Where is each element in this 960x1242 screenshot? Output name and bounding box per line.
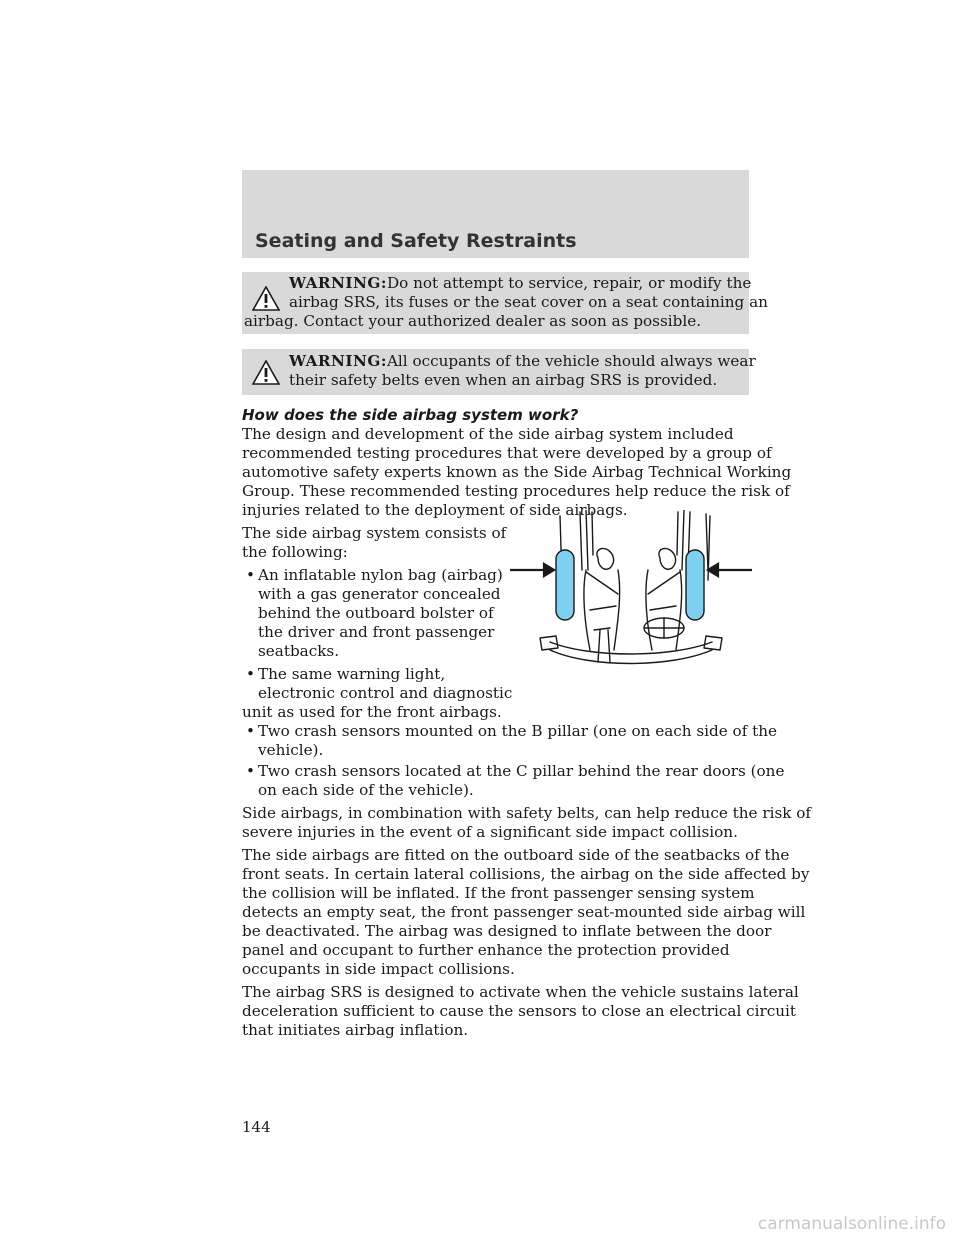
text-line: severe injuries in the event of a significant side impact collision. xyxy=(242,823,738,841)
warning-text-line: airbag. Contact your authorized dealer as soon as possible. xyxy=(244,312,702,330)
text-line: occupants in side impact collisions. xyxy=(242,960,515,978)
subheading: How does the side airbag system work? xyxy=(242,406,579,424)
text-line: Group. These recommended testing procedures help reduce the risk of xyxy=(242,482,790,500)
bullet-marker: • xyxy=(246,566,255,584)
list-item-line: unit as used for the front airbags. xyxy=(242,703,502,721)
text-line: The side airbag system consists of xyxy=(242,524,507,542)
text-line: the collision will be inflated. If the front passenger sensing system xyxy=(242,884,755,902)
side-airbag-illustration xyxy=(510,510,752,672)
section-title: Seating and Safety Restraints xyxy=(255,230,577,252)
warning-triangle-icon xyxy=(252,360,280,385)
warning-text-line: their safety belts even when an airbag SRS is provided. xyxy=(289,371,718,389)
list-item-line: Two crash sensors mounted on the B pillar (one on each side of the xyxy=(258,722,778,740)
warning-label: WARNING: xyxy=(289,274,387,292)
text-line: be deactivated. The airbag was designed to inflate between the door xyxy=(242,922,772,940)
list-item-line: vehicle). xyxy=(258,741,324,759)
watermark: carmanualsonline.info xyxy=(757,1214,946,1234)
list-item-line: The same warning light, xyxy=(258,665,446,683)
text-line: injuries related to the deployment of side airbags. xyxy=(242,501,628,519)
warning-text-line: All occupants of the vehicle should always wear xyxy=(386,352,756,370)
list-item-line: on each side of the vehicle). xyxy=(258,781,474,799)
text-line: Side airbags, in combination with safety belts, can help reduce the risk of xyxy=(242,804,812,822)
left-airbag xyxy=(556,550,574,620)
text-line: The side airbags are fitted on the outboard side of the seatbacks of the xyxy=(242,846,790,864)
right-airbag xyxy=(686,550,704,620)
warning-triangle-icon xyxy=(252,286,280,311)
text-line: The airbag SRS is designed to activate when the vehicle sustains lateral xyxy=(242,983,799,1001)
warning-text-line: airbag SRS, its fuses or the seat cover on a seat containing an xyxy=(289,293,768,311)
text-line: the following: xyxy=(242,543,348,561)
warning-text-line: Do not attempt to service, repair, or modify the xyxy=(386,274,752,292)
list-item-line: behind the outboard bolster of xyxy=(258,604,494,622)
arrow-icon xyxy=(510,564,752,576)
list-item-line: the driver and front passenger xyxy=(258,623,495,641)
list-item-line: An inflatable nylon bag (airbag) xyxy=(258,566,503,584)
text-line: front seats. In certain lateral collisions, the airbag on the side affected by xyxy=(242,865,810,883)
bullet-marker: • xyxy=(246,665,255,683)
bullet-marker: • xyxy=(246,762,255,780)
text-line: recommended testing procedures that were developed by a group of xyxy=(242,444,772,462)
text-line: panel and occupant to further enhance the protection provided xyxy=(242,941,730,959)
list-item-line: electronic control and diagnostic xyxy=(258,684,513,702)
text-line: The design and development of the side airbag system included xyxy=(242,425,734,443)
warning-box-service xyxy=(242,272,768,334)
text-line: automotive safety experts known as the Side Airbag Technical Working xyxy=(242,463,792,481)
list-item-line: seatbacks. xyxy=(258,642,340,660)
warning-label: WARNING: xyxy=(289,352,387,370)
text-line: that initiates airbag inflation. xyxy=(242,1021,469,1039)
list-item-line: with a gas generator concealed xyxy=(258,585,501,603)
bullet-marker: • xyxy=(246,722,255,740)
list-item-line: Two crash sensors located at the C pillar behind the rear doors (one xyxy=(258,762,785,780)
page-number: 144 xyxy=(242,1118,271,1136)
warning-box-safety-belts xyxy=(242,349,756,395)
text-line: deceleration sufficient to cause the sensors to close an electrical circuit xyxy=(242,1002,797,1020)
text-line: detects an empty seat, the front passenger seat-mounted side airbag will xyxy=(242,903,806,921)
